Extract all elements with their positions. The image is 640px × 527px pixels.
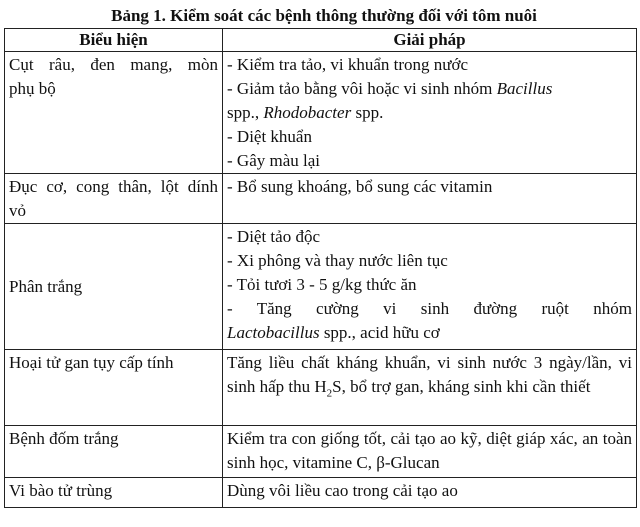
species-name: Rhodobacter	[263, 103, 352, 122]
solution-item: Tăng liều chất kháng khuẩn, vi sinh nước 3 ngày/lần, vi sinh hấp thu $H_2S$, bổ trợ gan, kháng sinh khi cần thiết	[227, 353, 632, 400]
solution-item: - Tăng cường vi sinh đường ruột nhóm	[227, 299, 632, 318]
table-row	[5, 52, 637, 174]
header-symptom: Biểu hiện	[5, 29, 223, 52]
solution-item: - Tỏi tươi 3 - 5 g/kg thức ăn	[227, 275, 417, 294]
solution-item: - Xi phông và thay nước liên tục	[227, 251, 448, 270]
solution-item: - Diệt khuẩn	[227, 127, 312, 146]
solution-cell	[223, 478, 637, 508]
table-row	[5, 350, 637, 426]
symptom-line: Phân trắng	[9, 277, 83, 296]
solution-cell	[223, 224, 637, 350]
species-name: Lactobacillus	[227, 323, 320, 342]
table-row	[5, 478, 637, 508]
table-row	[5, 426, 637, 478]
symptom-cell	[5, 350, 223, 426]
table-row	[5, 224, 637, 350]
symptom-cell	[5, 224, 223, 350]
species-name: Bacillus	[496, 79, 553, 98]
symptom-line: vỏ	[9, 201, 26, 220]
solution-item: Dùng vôi liều cao trong cải tạo ao	[227, 481, 458, 500]
table-row	[5, 174, 637, 224]
solution-item: Kiểm tra con giống tốt, cải tạo ao kỹ, diệt giáp xác, an toàn sinh học, vitamine C, β-Glucan	[227, 429, 632, 472]
symptom-line: Cụt râu, đen mang, mòn	[9, 55, 218, 74]
solution-item: - Giảm tảo bằng vôi hoặc vi sinh nhóm Bacillus spp., Rhodobacter spp.	[227, 79, 553, 122]
symptom-line: Vi bào tử trùng	[9, 481, 113, 500]
header-solution: Giải pháp	[223, 29, 637, 52]
symptom-line: Bệnh đốm trắng	[9, 429, 119, 448]
solution-item: Lactobacillus spp., acid hữu cơ	[227, 323, 440, 342]
symptom-line: Hoại tử gan tụy cấp tính	[9, 353, 174, 372]
symptom-cell	[5, 426, 223, 478]
solution-cell	[223, 426, 637, 478]
table-caption: Bảng 1. Kiểm soát các bệnh thông thường đối với tôm nuôi	[111, 6, 537, 25]
disease-control-table	[4, 28, 637, 508]
symptom-line: phụ bộ	[9, 79, 56, 98]
solution-item: - Kiểm tra tảo, vi khuẩn trong nước	[227, 55, 469, 74]
solution-item: - Gây màu lại	[227, 151, 320, 170]
solution-cell	[223, 174, 637, 224]
symptom-line: Đục cơ, cong thân, lột dính	[9, 177, 218, 196]
symptom-cell	[5, 174, 223, 224]
solution-item: - Diệt tảo độc	[227, 227, 320, 246]
symptom-cell	[5, 478, 223, 508]
solution-cell	[223, 52, 637, 174]
solution-cell	[223, 350, 637, 426]
solution-item: - Bổ sung khoáng, bổ sung các vitamin	[227, 177, 493, 196]
header-row	[5, 29, 637, 52]
symptom-cell	[5, 52, 223, 174]
